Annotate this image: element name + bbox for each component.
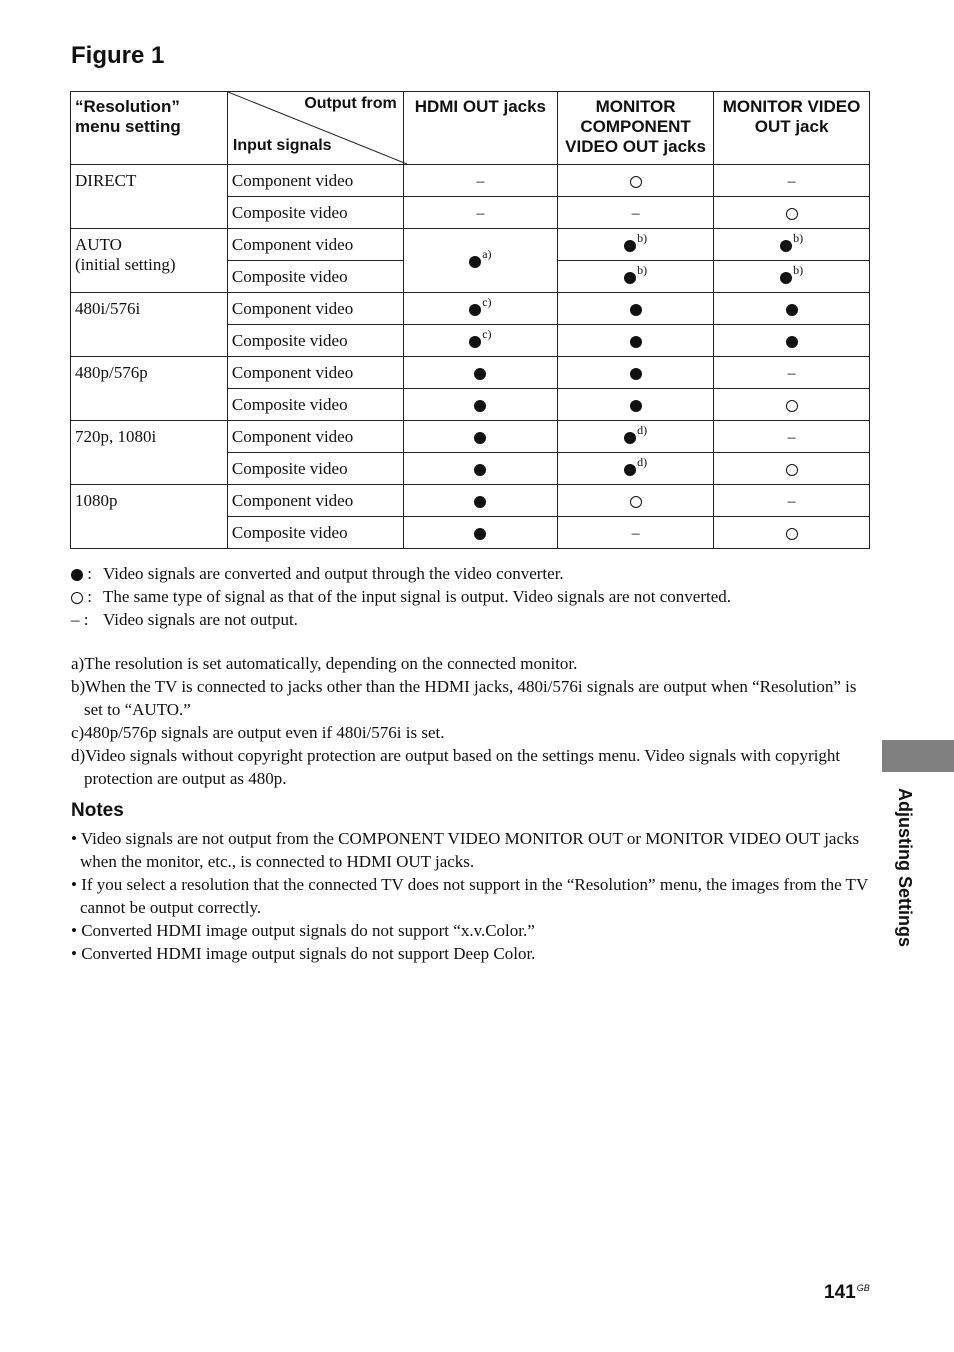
hdmi-output-value xyxy=(474,459,486,478)
input-signal-label: Composite video xyxy=(231,459,348,478)
input-signal-cell xyxy=(227,293,403,325)
notes-title: Notes xyxy=(71,800,124,821)
filled-circle-icon xyxy=(780,272,792,284)
input-signal-label: Composite video xyxy=(231,331,348,350)
input-signal-label: Component video xyxy=(231,427,354,446)
header-diagonal-cell xyxy=(227,92,403,165)
video-output-cell xyxy=(714,165,870,197)
video-output-value xyxy=(786,299,798,318)
dash-symbol: – xyxy=(787,492,796,510)
component-output-cell xyxy=(557,389,713,421)
filled-circle-icon xyxy=(469,256,481,268)
note-item: • Converted HDMI image output signals do not support Deep Color. xyxy=(71,944,536,963)
component-output-value xyxy=(630,395,642,414)
open-circle-icon xyxy=(630,496,642,508)
filled-circle-icon xyxy=(780,240,792,252)
filled-circle-icon xyxy=(786,336,798,348)
filled-circle-icon xyxy=(624,272,636,284)
input-signal-cell xyxy=(227,357,403,389)
legend-item xyxy=(71,585,731,608)
hdmi-output-cell xyxy=(403,389,557,421)
component-output-value xyxy=(632,203,640,222)
resolution-output-table xyxy=(70,91,870,549)
component-output-value xyxy=(630,171,642,190)
menu-setting-cell xyxy=(71,421,228,485)
table-row xyxy=(71,485,870,517)
component-output-cell xyxy=(557,421,713,453)
filled-circle-icon xyxy=(474,400,486,412)
footnote-ref: b) xyxy=(793,230,804,245)
figure-title: Figure 1 xyxy=(71,42,165,69)
hdmi-output-cell xyxy=(403,325,557,357)
dash-symbol: – xyxy=(631,204,640,222)
dash-symbol: – xyxy=(631,524,640,542)
dash-symbol: – xyxy=(787,428,796,446)
filled-circle-icon xyxy=(624,432,636,444)
input-signal-label: Composite video xyxy=(231,267,348,286)
video-output-value xyxy=(786,395,798,414)
open-circle-icon xyxy=(71,592,83,604)
legend-text: The same type of signal as that of the input signal is output. Video signals are not converted. xyxy=(103,587,732,606)
note-item: • If you select a resolution that the connected TV does not support in the “Resolution” menu, the images from the TV cannot be output correctly. xyxy=(71,875,868,917)
component-output-cell xyxy=(557,517,713,549)
footnote-ref: b) xyxy=(637,262,648,277)
filled-circle-icon xyxy=(474,368,486,380)
filled-circle-icon xyxy=(71,569,83,581)
section-tab-marker xyxy=(882,740,954,772)
hdmi-output-cell xyxy=(403,453,557,485)
video-output-value xyxy=(786,459,798,478)
input-signal-cell xyxy=(227,389,403,421)
menu-setting-cell xyxy=(71,357,228,421)
hdmi-output-value xyxy=(469,294,492,318)
footnote-ref: d) xyxy=(637,454,648,469)
filled-circle-icon xyxy=(630,336,642,348)
filled-circle-icon xyxy=(624,240,636,252)
input-signal-cell xyxy=(227,421,403,453)
hdmi-output-cell xyxy=(403,165,557,197)
component-output-value xyxy=(624,422,648,446)
video-output-cell xyxy=(714,389,870,421)
component-output-cell xyxy=(557,357,713,389)
input-signal-label: Composite video xyxy=(231,395,348,414)
footnote-ref: b) xyxy=(637,230,648,245)
symbol-legend xyxy=(71,562,731,631)
legend-item xyxy=(71,608,731,631)
filled-circle-icon xyxy=(630,304,642,316)
hdmi-output-cell xyxy=(403,229,557,293)
video-output-cell xyxy=(714,421,870,453)
dash-symbol: – xyxy=(787,172,796,190)
input-signal-label: Component video xyxy=(231,171,354,190)
filled-circle-icon xyxy=(469,336,481,348)
footnote: b)When the TV is connected to jacks other than the HDMI jacks, 480i/576i signals are output when “Resolution” is set to “AUTO.” xyxy=(71,677,857,719)
component-output-value xyxy=(630,491,642,510)
hdmi-output-value xyxy=(474,363,486,382)
input-signal-label: Composite video xyxy=(231,523,348,542)
menu-setting-label: AUTO (initial setting) xyxy=(75,235,176,274)
page-number xyxy=(824,1282,870,1304)
open-circle-icon xyxy=(786,400,798,412)
header-menu-setting: “Resolution” menu setting xyxy=(71,92,228,165)
video-output-value xyxy=(780,230,804,254)
section-label-text: Adjusting Settings xyxy=(895,788,915,947)
input-signal-cell xyxy=(227,261,403,293)
input-signal-cell xyxy=(227,229,403,261)
input-signal-cell xyxy=(227,485,403,517)
table-header-row xyxy=(71,92,870,165)
video-output-value xyxy=(786,331,798,350)
input-signal-label: Component video xyxy=(231,299,354,318)
table-row xyxy=(71,421,870,453)
hdmi-output-value xyxy=(476,203,484,222)
video-output-cell xyxy=(714,453,870,485)
video-output-cell xyxy=(714,357,870,389)
video-output-value xyxy=(786,523,798,542)
note-item: • Video signals are not output from the COMPONENT VIDEO MONITOR OUT or MONITOR VIDEO OUT jacks when the monitor, etc., is connected to HDMI OUT jacks. xyxy=(71,829,860,871)
component-output-cell xyxy=(557,197,713,229)
video-output-cell xyxy=(714,197,870,229)
menu-setting-label: 480i/576i xyxy=(75,299,141,318)
menu-setting-cell xyxy=(71,165,228,229)
section-label xyxy=(893,788,915,968)
filled-circle-icon xyxy=(630,400,642,412)
menu-setting-label: DIRECT xyxy=(75,171,137,190)
video-output-value xyxy=(788,491,796,510)
video-output-cell xyxy=(714,325,870,357)
footnote-ref: b) xyxy=(793,262,804,277)
header-output-from: Output from xyxy=(304,95,397,112)
dash-symbol: – xyxy=(476,172,485,190)
hdmi-output-cell xyxy=(403,293,557,325)
input-signal-label: Component video xyxy=(231,491,354,510)
component-output-cell xyxy=(557,165,713,197)
legend-item xyxy=(71,562,731,585)
video-output-cell xyxy=(714,485,870,517)
note-item: • Converted HDMI image output signals do not support “x.v.Color.” xyxy=(71,921,535,940)
video-output-value xyxy=(786,203,798,222)
input-signal-cell xyxy=(227,453,403,485)
component-output-value xyxy=(624,454,648,478)
input-signal-cell xyxy=(227,197,403,229)
video-output-cell xyxy=(714,229,870,261)
menu-setting-label: 720p, 1080i xyxy=(75,427,157,446)
component-output-cell xyxy=(557,453,713,485)
video-output-cell xyxy=(714,261,870,293)
video-output-value xyxy=(788,363,796,382)
video-output-value xyxy=(780,262,804,286)
menu-setting-cell xyxy=(71,293,228,357)
open-circle-icon xyxy=(786,208,798,220)
footnote-ref: c) xyxy=(482,326,492,341)
component-output-cell xyxy=(557,293,713,325)
open-circle-icon xyxy=(630,176,642,188)
legend-symbol: : xyxy=(71,585,103,608)
table-row xyxy=(71,165,870,197)
video-output-cell xyxy=(714,293,870,325)
filled-circle-icon xyxy=(469,304,481,316)
footnote: a)The resolution is set automatically, depending on the connected monitor. xyxy=(71,654,578,673)
header-hdmi-out: HDMI OUT jacks xyxy=(403,92,557,165)
input-signal-cell xyxy=(227,165,403,197)
component-output-value xyxy=(632,523,640,542)
table-body xyxy=(71,165,870,549)
dash-symbol: – xyxy=(476,204,485,222)
video-output-value xyxy=(788,171,796,190)
component-output-value xyxy=(630,299,642,318)
filled-circle-icon xyxy=(474,464,486,476)
hdmi-output-cell xyxy=(403,421,557,453)
footnote: d)Video signals without copyright protection are output based on the settings menu. Video signals with copyright protection are output as 480p. xyxy=(71,746,841,788)
notes-list xyxy=(71,827,871,965)
component-output-cell xyxy=(557,485,713,517)
input-signal-cell xyxy=(227,325,403,357)
header-monitor-video: MONITOR VIDEO OUT jack xyxy=(714,92,870,165)
component-output-value xyxy=(630,331,642,350)
input-signal-label: Component video xyxy=(231,363,354,382)
menu-setting-cell xyxy=(71,485,228,549)
component-output-cell xyxy=(557,261,713,293)
legend-text: Video signals are converted and output through the video converter. xyxy=(103,564,564,583)
table-row xyxy=(71,293,870,325)
page-number-value: 141 xyxy=(824,1282,856,1303)
hdmi-output-value xyxy=(469,326,492,350)
footnote-ref: a) xyxy=(482,246,492,261)
page-number-suffix: GB xyxy=(856,1282,870,1293)
filled-circle-icon xyxy=(624,464,636,476)
hdmi-output-value xyxy=(474,427,486,446)
hdmi-output-value xyxy=(474,395,486,414)
hdmi-output-value xyxy=(474,491,486,510)
footnote-ref: c) xyxy=(482,294,492,309)
header-input-signals: Input signals xyxy=(232,137,332,154)
filled-circle-icon xyxy=(786,304,798,316)
hdmi-output-value xyxy=(469,246,492,270)
filled-circle-icon xyxy=(474,496,486,508)
legend-symbol: : xyxy=(71,562,103,585)
footnote: c)480p/576p signals are output even if 480i/576i is set. xyxy=(71,723,445,742)
open-circle-icon xyxy=(786,464,798,476)
menu-setting-label: 1080p xyxy=(75,491,118,510)
header-monitor-component: MONITOR COMPONENT VIDEO OUT jacks xyxy=(557,92,713,165)
hdmi-output-cell xyxy=(403,197,557,229)
filled-circle-icon xyxy=(474,432,486,444)
hdmi-output-cell xyxy=(403,517,557,549)
table-row xyxy=(71,357,870,389)
table-row xyxy=(71,229,870,261)
footnote-ref: d) xyxy=(637,422,648,437)
video-output-cell xyxy=(714,517,870,549)
input-signal-label: Composite video xyxy=(231,203,348,222)
component-output-value xyxy=(624,262,648,286)
hdmi-output-value xyxy=(476,171,484,190)
menu-setting-cell xyxy=(71,229,228,293)
hdmi-output-cell xyxy=(403,357,557,389)
filled-circle-icon xyxy=(474,528,486,540)
input-signal-label: Component video xyxy=(231,235,354,254)
legend-text: Video signals are not output. xyxy=(103,610,298,629)
footnotes xyxy=(71,652,861,790)
filled-circle-icon xyxy=(630,368,642,380)
menu-setting-label: 480p/576p xyxy=(75,363,148,382)
hdmi-output-value xyxy=(474,523,486,542)
component-output-cell xyxy=(557,229,713,261)
dash-symbol: – xyxy=(787,364,796,382)
legend-symbol: – : xyxy=(71,610,89,629)
open-circle-icon xyxy=(786,528,798,540)
component-output-value xyxy=(630,363,642,382)
component-output-cell xyxy=(557,325,713,357)
component-output-value xyxy=(624,230,648,254)
input-signal-cell xyxy=(227,517,403,549)
video-output-value xyxy=(788,427,796,446)
hdmi-output-cell xyxy=(403,485,557,517)
